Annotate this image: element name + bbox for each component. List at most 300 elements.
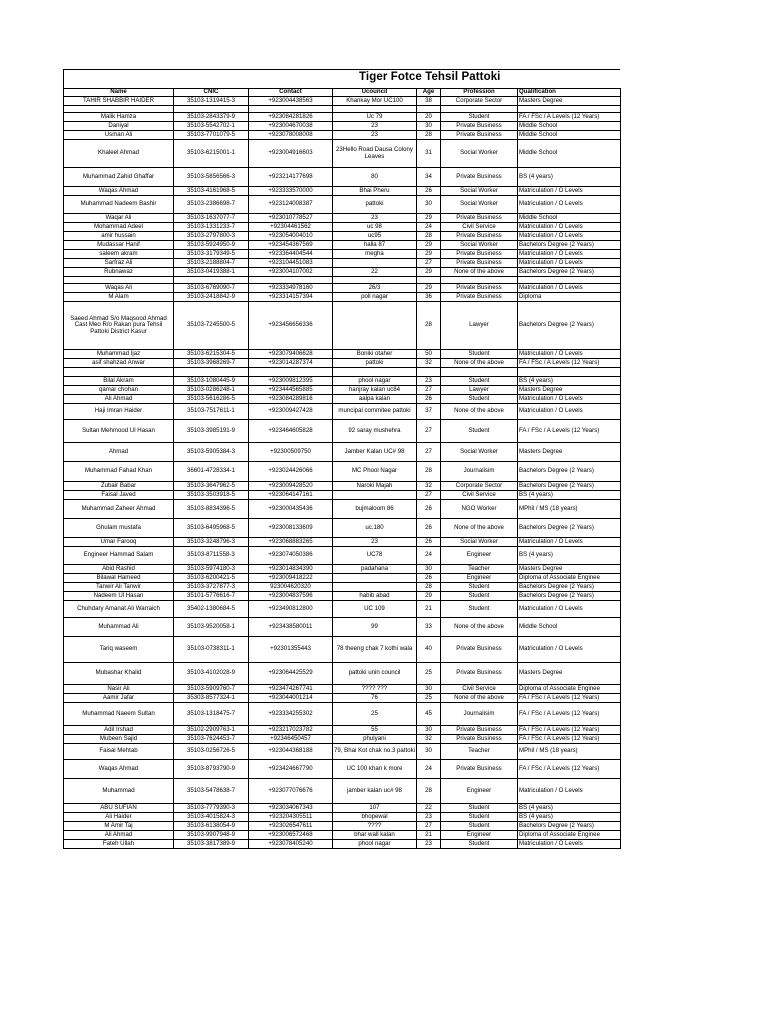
cell-profession: Engineer [441, 574, 518, 583]
cell-age: 30 [417, 726, 441, 735]
cell-name: Umar Farooq [64, 538, 174, 547]
cell-ucouncil: 22 [333, 268, 417, 277]
cell-qualification: Matriculation / O Levels [518, 779, 621, 804]
cell-contact: +923364404544 [249, 250, 333, 259]
table-row [64, 574, 621, 583]
cell-contact: +923078405240 [249, 840, 333, 849]
table-row [64, 420, 621, 443]
cell-ucouncil: 23 [333, 131, 417, 140]
table-row [64, 804, 621, 813]
cell-profession: Private Business [441, 250, 518, 259]
cell-profession: None of the above [441, 519, 518, 538]
cell-contact: +923054004010 [249, 232, 333, 241]
cell-profession: Private Business [441, 293, 518, 302]
cell-name: Faisal Mehtab [64, 744, 174, 760]
cell-cnic: 35103-7624453-7 [174, 735, 249, 744]
cell-age: 27 [417, 443, 441, 462]
cell-profession [441, 368, 518, 377]
cell-name: Muhammad Zaheer Ahmad [64, 500, 174, 519]
cell-name: Nadeem Ul Hasan [64, 592, 174, 601]
cell-cnic: 35103-5542702-1 [174, 122, 249, 131]
cell-age: 27 [417, 491, 441, 500]
column-header-cnic: CNIC [174, 89, 249, 97]
cell-contact: +923078008008 [249, 131, 333, 140]
cell-contact: +923064147161 [249, 491, 333, 500]
table-row [64, 368, 621, 377]
cell-age: 23 [417, 813, 441, 822]
cell-name: Bilawal Hameed [64, 574, 174, 583]
cell-qualification: Matriculation / O Levels [518, 223, 621, 232]
cell-qualification: Matriculation / O Levels [518, 601, 621, 618]
cell-cnic: 35103-6215304-5 [174, 350, 249, 359]
cell-cnic [174, 277, 249, 284]
cell-name: qamar chohan [64, 386, 174, 395]
cell-name: Fateh Ullah [64, 840, 174, 849]
cell-cnic: 35103-0286248-1 [174, 386, 249, 395]
cell-profession: Engineer [441, 547, 518, 565]
cell-qualification: Matriculation / O Levels [518, 250, 621, 259]
cell-ucouncil: halla 87 [333, 241, 417, 250]
cell-qualification: MPhil / MS (18 years) [518, 744, 621, 760]
table-row [64, 97, 621, 106]
cell-ucouncil: phool nagar [333, 840, 417, 849]
cell-qualification: Diploma of Associate Enginee [518, 831, 621, 840]
table-row [64, 694, 621, 703]
table-row [64, 259, 621, 268]
cell-contact: +923217023782 [249, 726, 333, 735]
table-row [64, 565, 621, 574]
table-row [64, 583, 621, 592]
cell-ucouncil: pattoki unin council [333, 663, 417, 685]
table-row [64, 122, 621, 131]
cell-name: Muhammad Nadeem Bashir [64, 196, 174, 214]
cell-age: 24 [417, 760, 441, 779]
cell-cnic: 35103-2418842-9 [174, 293, 249, 302]
cell-cnic: 35103-6769090-7 [174, 284, 249, 293]
cell-name: Ghulam mustafa [64, 519, 174, 538]
cell-contact [249, 106, 333, 113]
cell-profession: Private Business [441, 122, 518, 131]
cell-ucouncil: Naroki Majah [333, 482, 417, 491]
cell-contact: +923004916603 [249, 140, 333, 168]
cell-cnic [174, 106, 249, 113]
cell-qualification: Bachelors Degree (2 Years) [518, 822, 621, 831]
cell-qualification: Matriculation / O Levels [518, 404, 621, 420]
cell-ucouncil: 78 theeng chak 7 kothi wala [333, 637, 417, 663]
cell-cnic: 35103-5909760-7 [174, 685, 249, 694]
cell-name: TAHIR SHABBIR HAIDER [64, 97, 174, 106]
cell-qualification: Matriculation / O Levels [518, 350, 621, 359]
cell-qualification: Middle School [518, 214, 621, 223]
cell-ucouncil: uc.180 [333, 519, 417, 538]
cell-age: 26 [417, 500, 441, 519]
cell-name: Mubashar Khalid [64, 663, 174, 685]
cell-contact: +923490812800 [249, 601, 333, 618]
cell-age: 24 [417, 223, 441, 232]
cell-age: 29 [417, 268, 441, 277]
cell-name: Aamir Jafar [64, 694, 174, 703]
cell-qualification: Bachelors Degree (2 Years) [518, 241, 621, 250]
cell-contact: +923004438563 [249, 97, 333, 106]
cell-age: 20 [417, 113, 441, 122]
cell-ucouncil: hanjray kalan uc84 [333, 386, 417, 395]
cell-contact: +923034067343 [249, 804, 333, 813]
cell-age: 30 [417, 565, 441, 574]
cell-ucouncil: MC Phool Nagar [333, 462, 417, 482]
cell-profession: Social Worker [441, 538, 518, 547]
cell-contact: +923064425529 [249, 663, 333, 685]
cell-age: 28 [417, 583, 441, 592]
cell-cnic: 35103-2797800-3 [174, 232, 249, 241]
cell-qualification: Bachelors Degree (2 Years) [518, 583, 621, 592]
cell-age: 27 [417, 259, 441, 268]
table-row [64, 592, 621, 601]
cell-ucouncil: 99 [333, 618, 417, 637]
cell-name: Muhammad Ali [64, 618, 174, 637]
cell-profession: Private Business [441, 726, 518, 735]
cell-qualification: FA / FSc / A Levels (12 Years) [518, 726, 621, 735]
cell-contact: +923456656336 [249, 302, 333, 350]
cell-ucouncil: 26/3 [333, 284, 417, 293]
cell-contact: +923004107002 [249, 268, 333, 277]
table-row [64, 663, 621, 685]
cell-profession: NGO Worker [441, 500, 518, 519]
cell-age: 50 [417, 350, 441, 359]
cell-name: Ahmad [64, 443, 174, 462]
cell-name: Faisal Javed [64, 491, 174, 500]
cell-age: 37 [417, 404, 441, 420]
cell-name: amir hussain [64, 232, 174, 241]
cell-contact: +923104451083 [249, 259, 333, 268]
cell-cnic: 35103-4102028-9 [174, 663, 249, 685]
cell-ucouncil: uc95 [333, 232, 417, 241]
cell-profession: Private Business [441, 131, 518, 140]
cell-name: Adil Irshad [64, 726, 174, 735]
cell-profession: Student [441, 420, 518, 443]
cell-cnic: 35103-9520058-1 [174, 618, 249, 637]
cell-contact: +923444565885 [249, 386, 333, 395]
cell-cnic: 35103-5905384-3 [174, 443, 249, 462]
cell-contact: +923004837596 [249, 592, 333, 601]
cell-cnic: 35103-7245500-5 [174, 302, 249, 350]
cell-ucouncil: muncipal commitee pattoki [333, 404, 417, 420]
cell-profession: Social Worker [441, 196, 518, 214]
cell-ucouncil: pattoki [333, 196, 417, 214]
cell-cnic: 35103-7701079-5 [174, 131, 249, 140]
cell-name [64, 106, 174, 113]
cell-profession [441, 277, 518, 284]
cell-qualification: Middle School [518, 618, 621, 637]
cell-qualification: Masters Degree [518, 386, 621, 395]
cell-profession: Private Business [441, 760, 518, 779]
cell-profession: Lawyer [441, 302, 518, 350]
cell-contact: +923074050386 [249, 547, 333, 565]
cell-contact: 923004620320 [249, 583, 333, 592]
cell-qualification [518, 106, 621, 113]
column-header-ucouncil: Ucouncil [333, 89, 417, 97]
table-row [64, 601, 621, 618]
cell-contact: +92346450457 [249, 735, 333, 744]
table-row [64, 377, 621, 386]
cell-profession: Social Worker [441, 241, 518, 250]
cell-ucouncil: 79, Bhai Kot chak no.3 pattoki [333, 744, 417, 760]
column-header-profession: Profession [441, 89, 518, 97]
table-row [64, 637, 621, 663]
cell-name: Haji Imran Haider [64, 404, 174, 420]
table-row [64, 241, 621, 250]
cell-contact [249, 368, 333, 377]
cell-cnic: 35103-1318475-7 [174, 703, 249, 726]
cell-contact: +923010778527 [249, 214, 333, 223]
cell-name: Khaleel Ahmad [64, 140, 174, 168]
cell-age: 36 [417, 293, 441, 302]
cell-qualification: FA / FSc / A Levels (12 Years) [518, 760, 621, 779]
cell-qualification: Matriculation / O Levels [518, 284, 621, 293]
cell-name: Usman Ali [64, 131, 174, 140]
cell-profession: None of the above [441, 694, 518, 703]
table-row [64, 685, 621, 694]
cell-ucouncil: 23Hello Road Dausa Colony Leaves [333, 140, 417, 168]
table-row [64, 500, 621, 519]
cell-age: 28 [417, 232, 441, 241]
cell-cnic: 35103-1637077-7 [174, 214, 249, 223]
title-row [63, 69, 620, 88]
cell-ucouncil [333, 491, 417, 500]
table-row [64, 735, 621, 744]
cell-profession: None of the above [441, 359, 518, 368]
table-row [64, 519, 621, 538]
cell-cnic: 35103-6138054-9 [174, 822, 249, 831]
cell-qualification: Matriculation / O Levels [518, 232, 621, 241]
cell-name: Engineer Hammad Salam [64, 547, 174, 565]
cell-contact: +923009418222 [249, 574, 333, 583]
table-row [64, 284, 621, 293]
cell-cnic: 35103-8834396-5 [174, 500, 249, 519]
table-row [64, 703, 621, 726]
cell-contact: +923334978160 [249, 284, 333, 293]
cell-cnic: 35103-3179349-5 [174, 250, 249, 259]
table-row [64, 779, 621, 804]
table-row [64, 168, 621, 187]
cell-name: Abid Rashid [64, 565, 174, 574]
cell-cnic: 35303-8577324-1 [174, 694, 249, 703]
cell-contact [249, 277, 333, 284]
cell-ucouncil: aalpa kalan [333, 395, 417, 404]
cell-profession: Student [441, 601, 518, 618]
cell-name: M Alam [64, 293, 174, 302]
cell-name: Muhammad Naeem Sultan [64, 703, 174, 726]
cell-cnic [174, 368, 249, 377]
cell-qualification: Matriculation / O Levels [518, 259, 621, 268]
cell-profession: Teacher [441, 744, 518, 760]
cell-cnic: 35103-1331233-7 [174, 223, 249, 232]
cell-name [64, 368, 174, 377]
cell-cnic: 35103-9907948-9 [174, 831, 249, 840]
table-row [64, 822, 621, 831]
cell-ucouncil: Bhai Pheru [333, 187, 417, 196]
cell-ucouncil: 25 [333, 703, 417, 726]
cell-age: 30 [417, 685, 441, 694]
table-row [64, 113, 621, 122]
member-table [63, 88, 621, 849]
cell-contact: +923464605828 [249, 420, 333, 443]
header-row [64, 89, 621, 97]
cell-ucouncil [333, 302, 417, 350]
cell-qualification: Matriculation / O Levels [518, 538, 621, 547]
cell-profession: Student [441, 840, 518, 849]
cell-name: Ali Ahmad [64, 831, 174, 840]
table-row [64, 223, 621, 232]
table-row [64, 744, 621, 760]
cell-qualification: Masters Degree [518, 663, 621, 685]
cell-qualification: BS (4 years) [518, 491, 621, 500]
cell-age [417, 368, 441, 377]
cell-cnic: 35103-6495968-5 [174, 519, 249, 538]
cell-name: Rubnawaz [64, 268, 174, 277]
cell-age: 32 [417, 482, 441, 491]
cell-contact: +923026547611 [249, 822, 333, 831]
cell-name: Mudassar Hanif [64, 241, 174, 250]
cell-cnic: 35103-7779390-3 [174, 804, 249, 813]
cell-age: 32 [417, 735, 441, 744]
cell-contact: +923014834390 [249, 565, 333, 574]
cell-profession: Student [441, 377, 518, 386]
cell-ucouncil: bhar wall kalan [333, 831, 417, 840]
cell-ucouncil: phulyani [333, 735, 417, 744]
cell-name: saleem akram [64, 250, 174, 259]
cell-cnic: 35103-0419388-1 [174, 268, 249, 277]
cell-contact: +923044001214 [249, 694, 333, 703]
cell-ucouncil [333, 574, 417, 583]
cell-age: 30 [417, 196, 441, 214]
cell-qualification: Bachelors Degree (2 Years) [518, 592, 621, 601]
cell-profession [441, 106, 518, 113]
cell-name: Muhammad Ijaz [64, 350, 174, 359]
cell-profession: Lawyer [441, 386, 518, 395]
cell-qualification: Masters Degree [518, 565, 621, 574]
cell-qualification: BS (4 years) [518, 804, 621, 813]
table-row [64, 187, 621, 196]
cell-profession: Social Worker [441, 140, 518, 168]
cell-contact: +923000435436 [249, 500, 333, 519]
cell-cnic: 35102-2909763-1 [174, 726, 249, 735]
cell-profession: Social Worker [441, 187, 518, 196]
cell-cnic: 35103-3503918-5 [174, 491, 249, 500]
table-row [64, 232, 621, 241]
cell-qualification: BS (4 years) [518, 547, 621, 565]
cell-age: 25 [417, 663, 441, 685]
table-row [64, 840, 621, 849]
spreadsheet [63, 69, 620, 849]
cell-contact: +923068883265 [249, 538, 333, 547]
cell-age: 26 [417, 187, 441, 196]
table-row [64, 131, 621, 140]
table-body [64, 97, 621, 849]
cell-age: 34 [417, 168, 441, 187]
cell-profession: Journalisim [441, 462, 518, 482]
cell-cnic: 35103-6215001-1 [174, 140, 249, 168]
cell-ucouncil [333, 106, 417, 113]
cell-name: Zubair Babar [64, 482, 174, 491]
cell-name: Waqar Ali [64, 214, 174, 223]
table-row [64, 404, 621, 420]
cell-cnic: 35103-8711558-3 [174, 547, 249, 565]
table-row [64, 395, 621, 404]
cell-name: Waqas Ahmad [64, 760, 174, 779]
cell-qualification: Diploma of Associate Enginee [518, 574, 621, 583]
cell-cnic: 36601-4728334-1 [174, 462, 249, 482]
cell-age: 27 [417, 822, 441, 831]
cell-ucouncil: Khankay Mor UC100 [333, 97, 417, 106]
cell-profession: Private Business [441, 259, 518, 268]
cell-profession: Private Business [441, 168, 518, 187]
cell-ucouncil: phool nagar [333, 377, 417, 386]
cell-profession: Private Business [441, 663, 518, 685]
cell-name: Waqas Ali [64, 284, 174, 293]
cell-qualification: Bachelors Degree (2 Years) [518, 302, 621, 350]
cell-contact: +923084281826 [249, 113, 333, 122]
cell-qualification: MPhil / MS (18 years) [518, 500, 621, 519]
cell-age: 21 [417, 831, 441, 840]
cell-age: 23 [417, 377, 441, 386]
cell-contact: +923424667790 [249, 760, 333, 779]
cell-ucouncil [333, 368, 417, 377]
cell-ucouncil: UC 100 khan k more [333, 760, 417, 779]
cell-name: M Amir Taj [64, 822, 174, 831]
table-row [64, 443, 621, 462]
cell-contact: +923084289816 [249, 395, 333, 404]
cell-profession: None of the above [441, 268, 518, 277]
cell-age: 29 [417, 241, 441, 250]
cell-ucouncil [333, 277, 417, 284]
table-row [64, 547, 621, 565]
cell-cnic: 35103-3817389-9 [174, 840, 249, 849]
cell-contact: +923204305511 [249, 813, 333, 822]
cell-cnic: 35103-1319415-3 [174, 97, 249, 106]
cell-ucouncil: 55 [333, 726, 417, 735]
cell-ucouncil: 80 [333, 168, 417, 187]
table-row [64, 277, 621, 284]
cell-cnic: 35103-5616286-5 [174, 395, 249, 404]
cell-ucouncil: 23 [333, 122, 417, 131]
table-row [64, 268, 621, 277]
cell-profession: Civil Service [441, 685, 518, 694]
cell-ucouncil: ???? ??? [333, 685, 417, 694]
table-row [64, 106, 621, 113]
cell-cnic: 35103-4161968-5 [174, 187, 249, 196]
table-row [64, 491, 621, 500]
cell-cnic: 35103-8793790-9 [174, 760, 249, 779]
cell-qualification: Bachelors Degree (2 Years) [518, 462, 621, 482]
cell-age: 28 [417, 131, 441, 140]
cell-qualification: Bachelors Degree (2 Years) [518, 482, 621, 491]
cell-ucouncil: Uc 79 [333, 113, 417, 122]
cell-cnic: 35101-5776616-7 [174, 592, 249, 601]
cell-ucouncil: 92 saray mushehra [333, 420, 417, 443]
cell-age: 29 [417, 284, 441, 293]
cell-age: 28 [417, 779, 441, 804]
cell-age: 29 [417, 250, 441, 259]
cell-profession: Civil Service [441, 223, 518, 232]
cell-contact: +923438580011 [249, 618, 333, 637]
cell-name: Saeed Ahmad S/o Maqsood Ahmad Cast Meo R/o Rakan pura Tehsil Pattoki District Kasur [64, 302, 174, 350]
cell-cnic: 35103-2386698-7 [174, 196, 249, 214]
cell-cnic: 35103-2188804-7 [174, 259, 249, 268]
cell-profession: Engineer [441, 831, 518, 840]
cell-contact: +923334255302 [249, 703, 333, 726]
cell-profession: Corporate Sector [441, 482, 518, 491]
cell-ucouncil: 76 [333, 694, 417, 703]
